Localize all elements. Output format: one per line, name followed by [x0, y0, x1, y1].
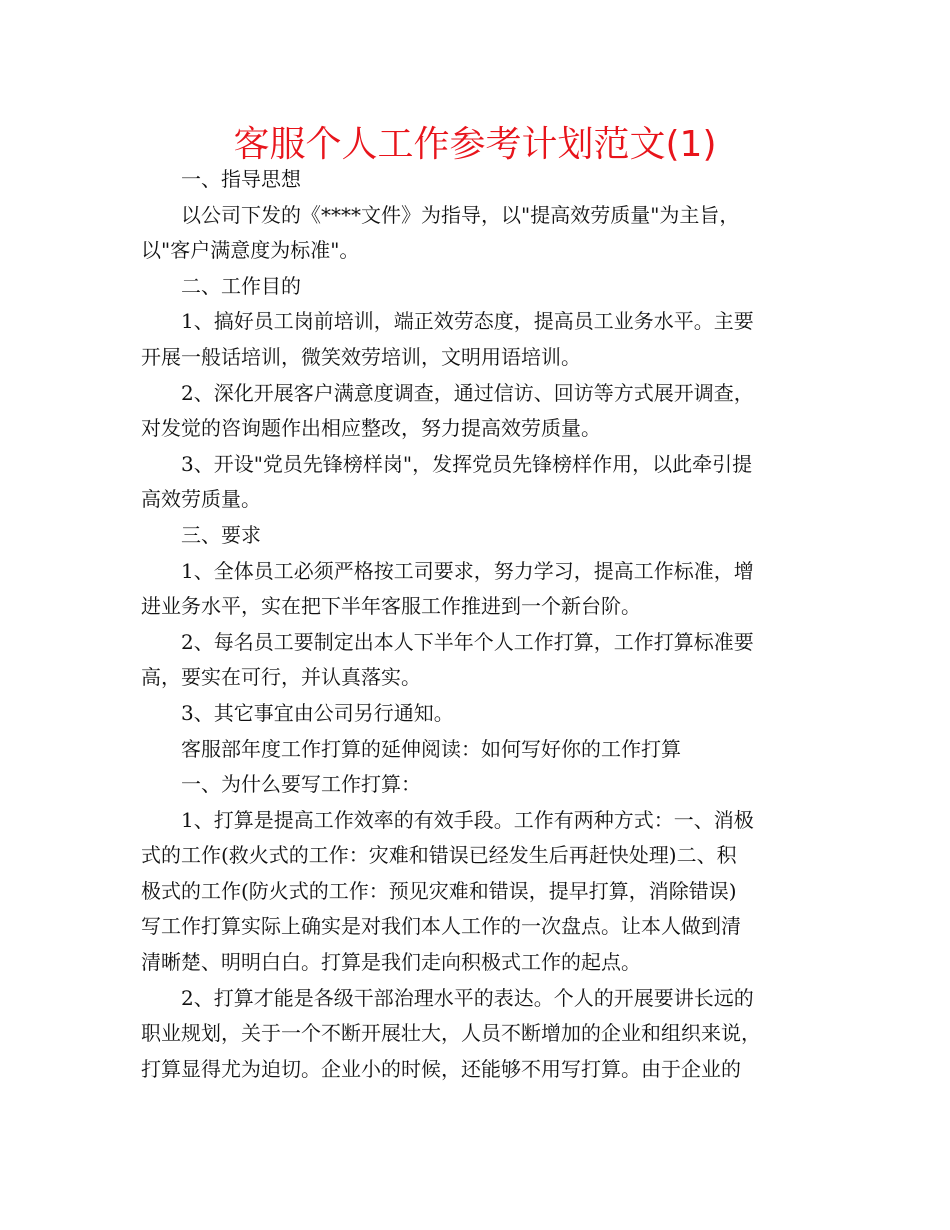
paragraph-line: 2、深化开展客户满意度调查，通过信访、回访等方式展开调查，: [181, 380, 754, 405]
paragraph: [141, 554, 813, 625]
paragraph: [141, 696, 813, 732]
paragraph-line: 极式的工作(防火式的工作：预见灾难和错误，提早打算，消除错误): [141, 878, 737, 903]
paragraph: [141, 732, 813, 768]
paragraph-line: 2、每名员工要制定出本人下半年个人工作打算，工作打算标准要: [181, 629, 754, 654]
paragraph-line: 客服部年度工作打算的延伸阅读：如何写好你的工作打算: [181, 736, 681, 761]
paragraph-line: 3、开设"党员先锋榜样岗"，发挥党员先锋榜样作用，以此牵引提: [181, 451, 753, 476]
paragraph-line: 写工作打算实际上确实是对我们本人工作的一次盘点。让本人做到清: [141, 914, 741, 939]
paragraph-line: 高，要实在可行，并认真落实。: [141, 665, 421, 690]
document-body: [141, 162, 813, 1087]
paragraph-line: 三、要求: [181, 522, 261, 547]
paragraph-line: 一、指导思想: [181, 167, 301, 191]
paragraph: [141, 198, 813, 269]
paragraph-line: 职业规划，关于一个不断开展壮大，人员不断增加的企业和组织来说，: [141, 1021, 761, 1046]
paragraph: [141, 767, 813, 803]
paragraph: [141, 304, 813, 375]
paragraph: [141, 518, 813, 554]
paragraph-line: 以公司下发的《****文件》为指导，以"提高效劳质量"为主旨，: [181, 202, 740, 227]
paragraph: [141, 376, 813, 447]
paragraph-line: 开展一般话培训，微笑效劳培训，文明用语培训。: [141, 344, 581, 369]
document-title: 客服个人工作参考计划范文(1): [233, 124, 717, 165]
paragraph: [141, 269, 813, 305]
paragraph: [141, 625, 813, 696]
paragraph-line: 二、工作目的: [181, 273, 301, 298]
paragraph-line: 一、为什么要写工作打算：: [181, 772, 421, 797]
paragraph-line: 式的工作(救火式的工作：灾难和错误已经发生后再赶快处理)二、积: [141, 843, 737, 868]
paragraph-line: 打算显得尤为迫切。企业小的时候，还能够不用写打算。由于企业的: [141, 1056, 741, 1081]
paragraph-line: 进业务水平，实在把下半年客服工作推进到一个新台阶。: [141, 594, 641, 619]
paragraph-line: 以"客户满意度为标准"。: [141, 238, 360, 263]
paragraph-line: 1、全体员工必须严格按工司要求，努力学习，提高工作标准，增: [181, 558, 754, 583]
paragraph: [141, 162, 813, 198]
paragraph: [141, 981, 813, 1088]
paragraph-line: 3、其它事宜由公司另行通知。: [181, 700, 454, 725]
paragraph: [141, 447, 813, 518]
paragraph-line: 1、搞好员工岗前培训，端正效劳态度，提高员工业务水平。主要: [181, 309, 754, 334]
paragraph-line: 对发觉的咨询题作出相应整改，努力提高效劳质量。: [141, 416, 601, 441]
paragraph-line: 2、打算才能是各级干部治理水平的表达。个人的开展要讲长远的: [181, 985, 754, 1010]
paragraph: [141, 803, 813, 981]
paragraph-line: 高效劳质量。: [141, 487, 261, 512]
paragraph-line: 清晰楚、明明白白。打算是我们走向积极式工作的起点。: [141, 950, 641, 975]
paragraph-line: 1、打算是提高工作效率的有效手段。工作有两种方式：一、消极: [181, 807, 754, 832]
